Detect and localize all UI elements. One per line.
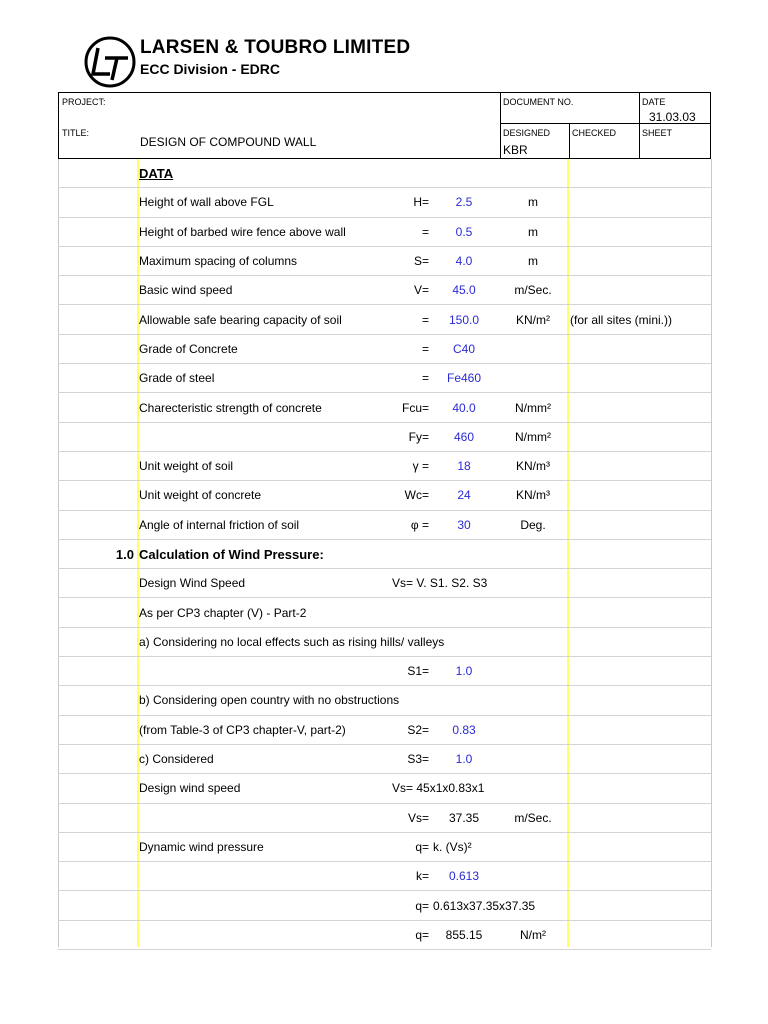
table-row xyxy=(58,540,711,569)
row-description: c) Considered xyxy=(139,752,214,767)
table-row xyxy=(58,247,711,276)
table-row xyxy=(58,657,711,686)
row-value: 24 xyxy=(457,488,471,503)
row-symbol: S3= xyxy=(407,752,429,767)
row-unit: KN/m³ xyxy=(516,459,550,474)
row-unit: m xyxy=(528,254,538,269)
row-formula: Vs= 45x1x0.83x1 xyxy=(392,781,485,796)
row-description: Calculation of Wind Pressure: xyxy=(139,546,324,562)
row-description: Grade of steel xyxy=(139,371,215,386)
row-description: Maximum spacing of columns xyxy=(139,254,298,269)
row-value: 0.5 xyxy=(455,224,473,239)
row-value: 30 xyxy=(457,517,471,532)
calculation-table xyxy=(58,159,711,950)
table-row xyxy=(58,891,711,920)
row-symbol: S1= xyxy=(407,664,429,679)
row-description: a) Considering no local effects such as rising hills/ valleys xyxy=(139,634,445,649)
row-formula: 0.613x37.35x37.35 xyxy=(433,898,536,913)
row-value: 0.613 xyxy=(448,869,480,884)
row-unit: KN/m² xyxy=(516,312,550,327)
table-row xyxy=(58,774,711,803)
row-description: Charecteristic strength of concrete xyxy=(139,400,322,415)
table-row xyxy=(58,364,711,393)
title-label: TITLE: xyxy=(62,128,90,138)
company-name: LARSEN & TOUBRO LIMITED xyxy=(140,37,411,58)
row-unit: KN/m³ xyxy=(516,488,550,503)
row-symbol: k= xyxy=(415,869,429,884)
document-no-label: DOCUMENT NO. xyxy=(503,97,574,107)
row-unit: Deg. xyxy=(520,517,546,532)
row-description: Design Wind Speed xyxy=(139,576,246,591)
table-row xyxy=(58,833,711,862)
row-value: 855.15 xyxy=(445,927,483,942)
row-symbol: Vs= xyxy=(407,810,429,825)
row-value: 2.5 xyxy=(455,195,473,210)
row-value: 40.0 xyxy=(452,400,476,415)
row-value: 0.83 xyxy=(452,722,476,737)
letterhead xyxy=(84,36,684,88)
row-value: 45.0 xyxy=(452,283,476,298)
row-description: (from Table-3 of CP3 chapter-V, part-2) xyxy=(139,722,346,737)
checked-label: CHECKED xyxy=(572,128,617,138)
table-row xyxy=(58,276,711,305)
row-description: Unit weight of soil xyxy=(139,459,234,474)
row-value: 18 xyxy=(457,459,471,474)
row-unit: m/Sec. xyxy=(514,810,552,825)
table-row xyxy=(58,716,711,745)
table-row xyxy=(58,305,711,334)
section-number: 1.0 xyxy=(115,546,134,562)
row-description: Design wind speed xyxy=(139,781,241,796)
row-value: C40 xyxy=(452,341,475,356)
row-formula: k. (Vs)² xyxy=(433,839,472,854)
row-symbol: Wc= xyxy=(404,488,429,503)
table-row xyxy=(58,393,711,422)
table-row xyxy=(58,218,711,247)
row-symbol: = xyxy=(421,341,429,356)
table-row xyxy=(58,569,711,598)
date-label: DATE xyxy=(642,97,666,107)
table-row xyxy=(58,511,711,540)
table-row xyxy=(58,804,711,833)
row-description: Dynamic wind pressure xyxy=(139,839,264,854)
row-symbol: q= xyxy=(415,898,429,913)
sheet-label: SHEET xyxy=(642,128,673,138)
row-formula: Vs= V. S1. S2. S3 xyxy=(392,576,488,591)
date-value: 31.03.03 xyxy=(649,110,696,124)
row-value: Fe460 xyxy=(446,371,482,386)
table-row xyxy=(58,628,711,657)
row-description: Grade of Concrete xyxy=(139,341,238,356)
row-description: Unit weight of concrete xyxy=(139,488,262,503)
table-row xyxy=(58,423,711,452)
row-symbol: = xyxy=(421,371,429,386)
row-unit: m xyxy=(528,224,538,239)
row-value: 37.35 xyxy=(448,810,480,825)
table-row xyxy=(58,598,711,627)
table-row xyxy=(58,335,711,364)
row-unit: N/mm² xyxy=(515,429,551,444)
designed-value: KBR xyxy=(503,143,528,157)
row-symbol: Fcu= xyxy=(401,400,429,415)
row-unit: N/mm² xyxy=(515,400,551,415)
row-symbol: V= xyxy=(413,283,429,298)
designed-label: DESIGNED xyxy=(503,128,551,138)
row-value: 4.0 xyxy=(455,254,473,269)
table-row xyxy=(58,159,711,188)
title-block xyxy=(58,92,711,159)
row-note: (for all sites (mini.)) xyxy=(570,312,673,327)
row-description: Allowable safe bearing capacity of soil xyxy=(139,312,342,327)
table-row xyxy=(58,686,711,715)
row-description: As per CP3 chapter (V) - Part-2 xyxy=(139,605,307,620)
row-unit: N/m² xyxy=(520,927,546,942)
row-description: Basic wind speed xyxy=(139,283,233,298)
lt-logo-icon xyxy=(84,36,136,88)
table-row xyxy=(58,862,711,891)
row-symbol: H= xyxy=(413,195,429,210)
row-symbol: φ = xyxy=(410,517,429,532)
row-symbol: γ = xyxy=(412,459,429,474)
table-row xyxy=(58,452,711,481)
row-symbol: Fy= xyxy=(408,429,429,444)
row-unit: m xyxy=(528,195,538,210)
division-name: ECC Division - EDRC xyxy=(140,61,281,77)
row-unit: m/Sec. xyxy=(514,283,552,298)
row-symbol: = xyxy=(421,224,429,239)
row-symbol: S= xyxy=(413,254,429,269)
row-symbol: q= xyxy=(415,927,429,942)
row-value: 1.0 xyxy=(455,664,473,679)
row-description: DATA xyxy=(139,165,174,181)
table-row xyxy=(58,481,711,510)
table-row xyxy=(58,188,711,217)
row-description: b) Considering open country with no obstructions xyxy=(139,693,400,708)
project-label: PROJECT: xyxy=(62,97,106,107)
row-symbol: = xyxy=(421,312,429,327)
row-value: 1.0 xyxy=(455,752,473,767)
row-value: 150.0 xyxy=(448,312,480,327)
row-symbol: q= xyxy=(415,839,429,854)
row-description: Height of barbed wire fence above wall xyxy=(139,224,346,239)
document-title: DESIGN OF COMPOUND WALL xyxy=(140,135,317,149)
row-symbol: S2= xyxy=(407,722,429,737)
row-description: Height of wall above FGL xyxy=(139,195,274,210)
row-value: 460 xyxy=(453,429,475,444)
table-row xyxy=(58,745,711,774)
table-row xyxy=(58,921,711,950)
row-description: Angle of internal friction of soil xyxy=(139,517,300,532)
